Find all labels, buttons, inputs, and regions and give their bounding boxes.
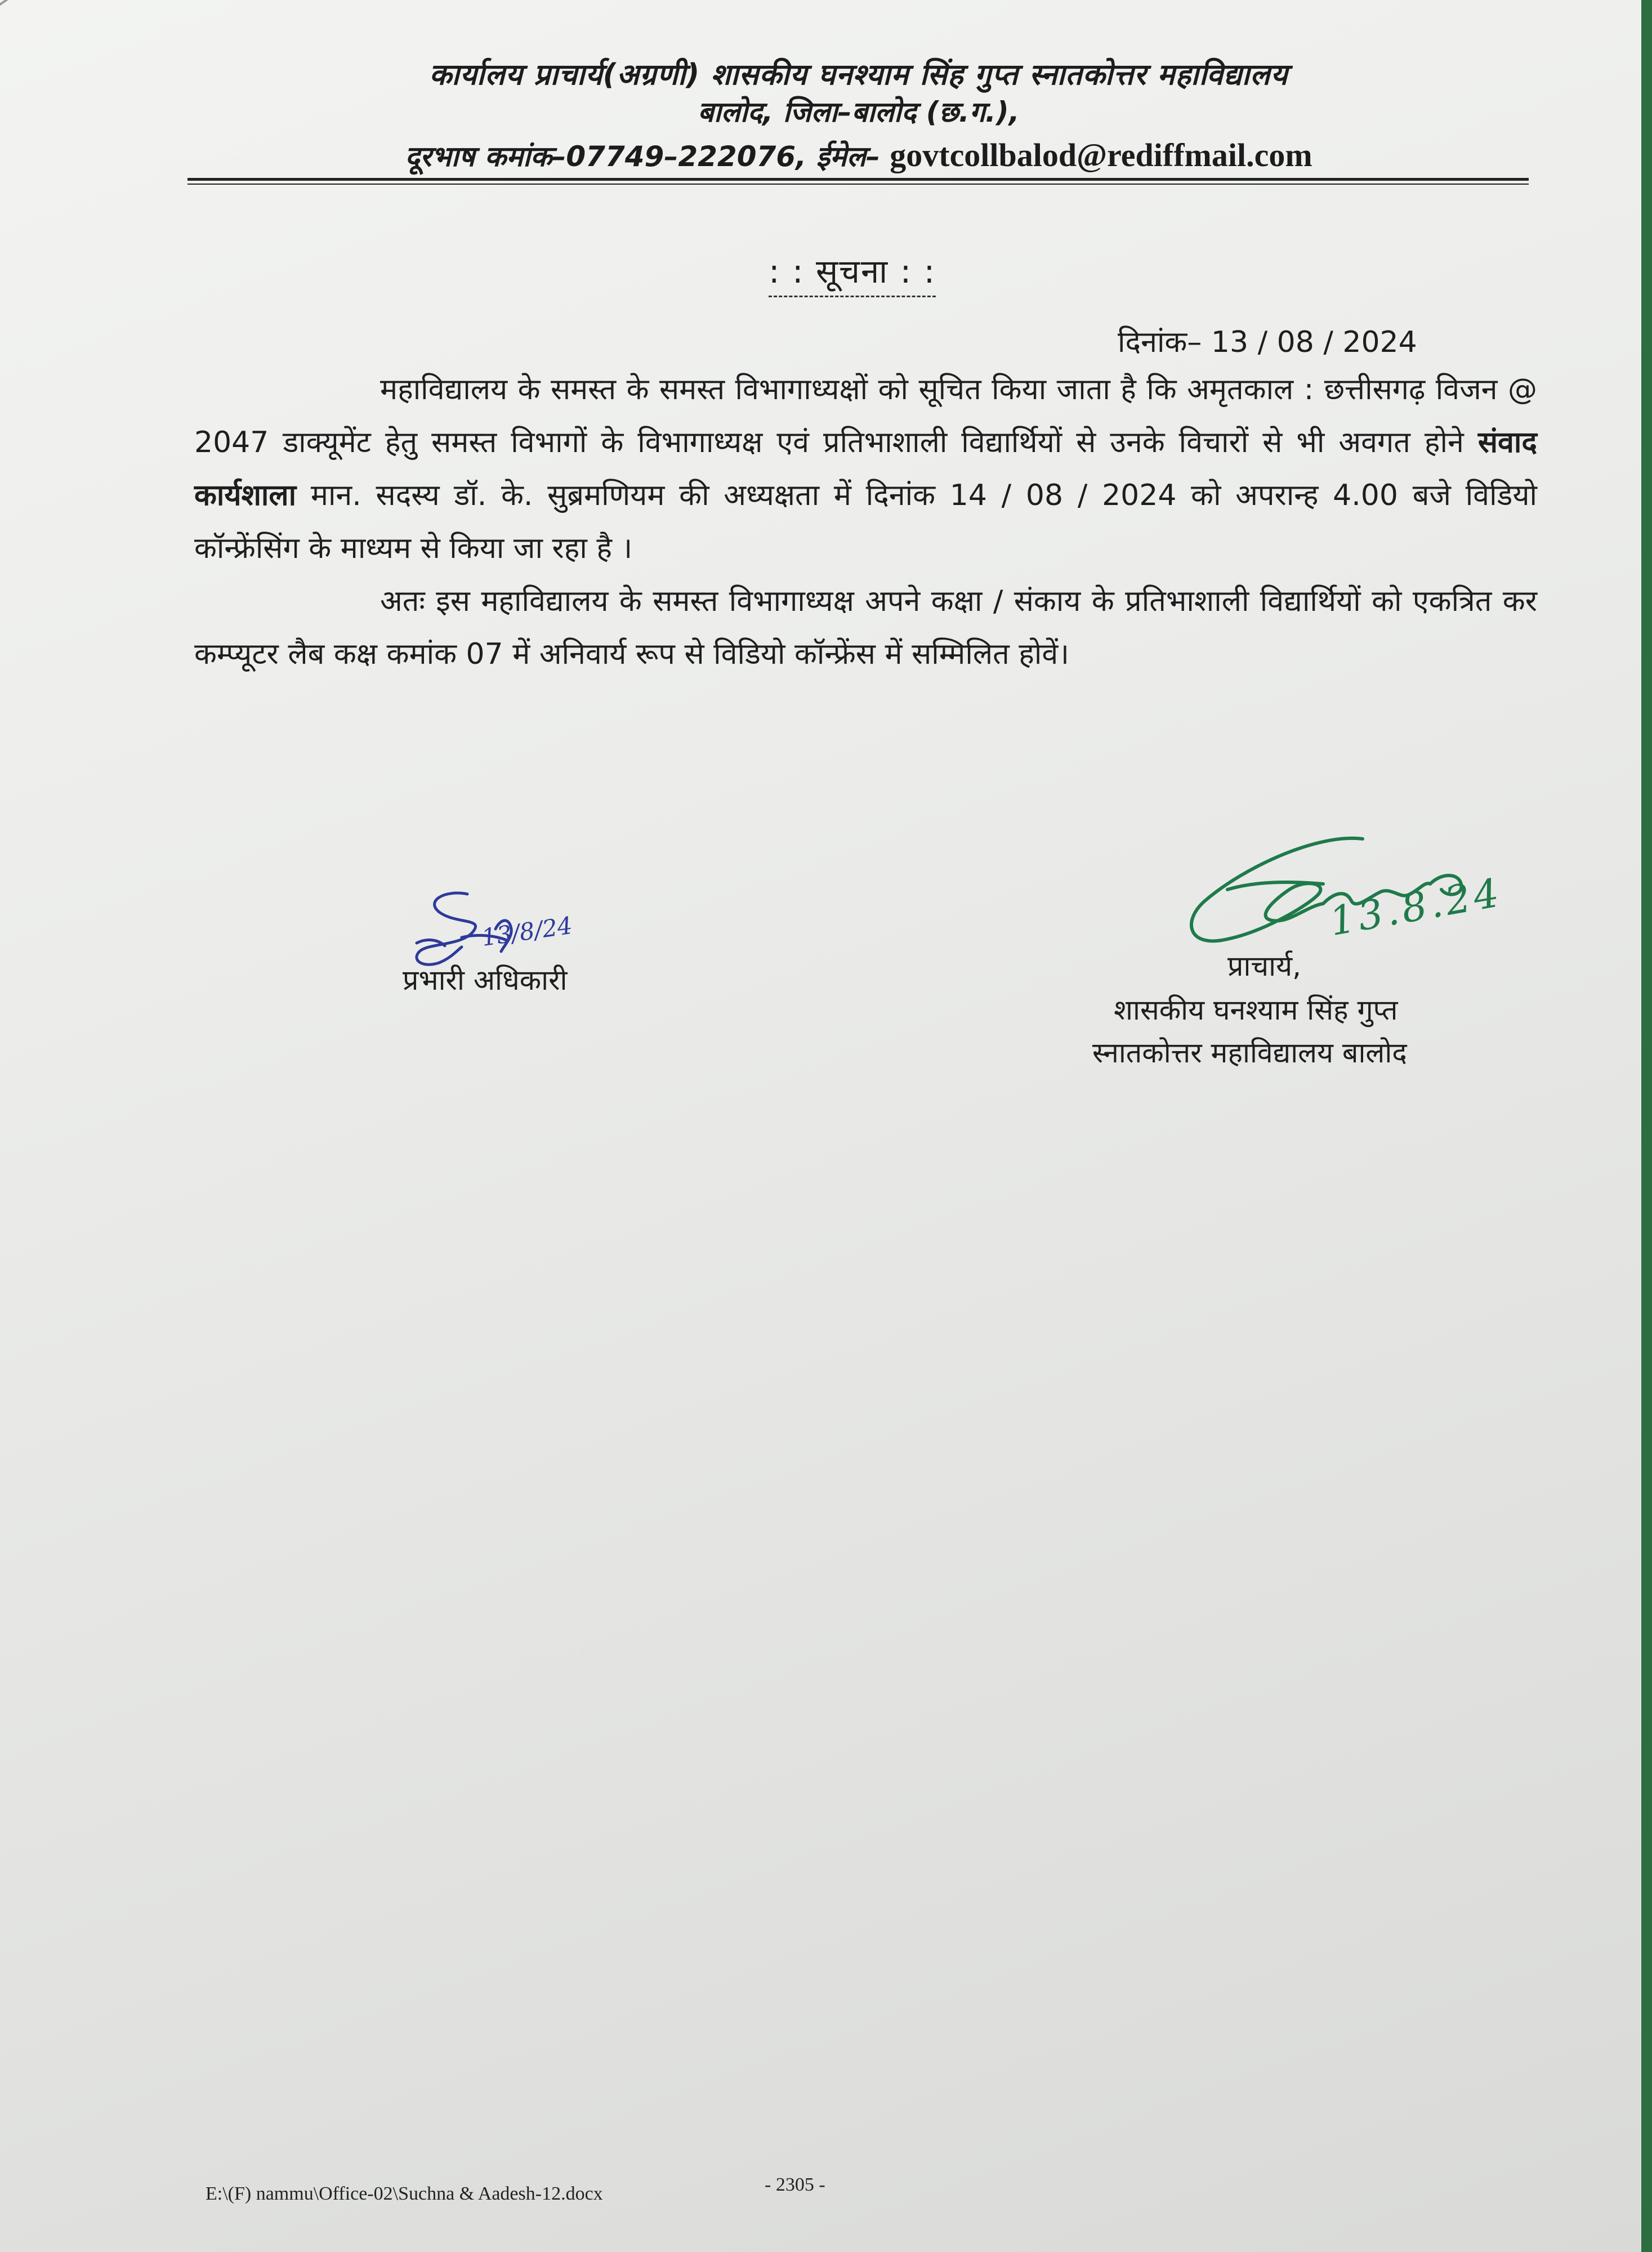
letterhead-contact-line bbox=[186, 135, 1532, 177]
para1-text-end: मान. सदस्य डॉ. के. सुब्रमणियम की अध्यक्षता में दिनांक 14 / 08 / 2024 को अपरान्ह 4.00 बजे विडियो कॉन्फ्रेंसिंग के माध्यम से किया जा रहा है । bbox=[194, 479, 1537, 565]
notice-body bbox=[194, 363, 1537, 681]
right-signatory-institution-line1: शासकीय घनश्याम सिंह गुप्त bbox=[1114, 994, 1398, 1026]
notice-title: : : सूचना : : bbox=[769, 248, 936, 297]
right-signatory-title: प्राचार्य, bbox=[1227, 950, 1301, 982]
letterhead-office-line: कार्यालय प्राचार्य(अग्रणी) शासकीय घनश्याम सिंह गुप्त स्नातकोत्तर महाविद्यालय bbox=[429, 58, 1288, 92]
right-signatory-institution-line2: स्नातकोत्तर महाविद्यालय बालोद bbox=[1092, 1036, 1407, 1069]
notice-paragraph-2: अतः इस महाविद्यालय के समस्त विभागाध्यक्ष अपने कक्षा / संकाय के प्रतिभाशाली विद्यार्थियों को एकत्रित कर कम्प्यूटर लैब कक्ष कमांक 07 में अनिवार्य रूप से विडियो कॉन्फ्रेंस में सम्मिलित होवें। bbox=[194, 584, 1537, 671]
letterhead-address-line: बालोद, जिला–बालोद (छ.ग.), bbox=[698, 96, 1020, 128]
letterhead-phone: दूरभाष कमांक–07749–222076, ईमेल– bbox=[405, 140, 880, 173]
letterhead bbox=[186, 56, 1532, 177]
notice-date: दिनांक– 13 / 08 / 2024 bbox=[1118, 325, 1417, 359]
header-rule-thick bbox=[187, 178, 1529, 181]
left-signatory-title: प्रभारी अधिकारी bbox=[403, 964, 568, 997]
para1-text-start: महाविद्यालय के समस्त के समस्त विभागाध्यक्षों को सूचित किया जाता है कि अमृतकाल : छत्तीसगढ़ विजन @ 2047 डाक्यूमेंट हेतु समस्त विभागों के विभागाध्यक्ष एवं प्रतिभाशाली विद्यार्थियों से उनके विचारों से भी अवगत होने bbox=[194, 373, 1537, 459]
corner-mark bbox=[0, 0, 44, 14]
letterhead-email: govtcollbalod@rediffmail.com bbox=[890, 137, 1312, 173]
footer-file-path: E:\(F) nammu\Office-02\Suchna & Aadesh-12.docx bbox=[206, 2183, 603, 2204]
footer-page-number: - 2305 - bbox=[765, 2174, 825, 2195]
right-signature-date: 13.8.24 bbox=[1326, 869, 1506, 945]
para1-bold-phrase: संवाद कार्यशाला bbox=[194, 426, 1537, 512]
left-signature-date: 13/8/24 bbox=[480, 911, 574, 952]
header-rule-thin bbox=[187, 184, 1529, 185]
notice-paragraph-1 bbox=[194, 363, 1537, 575]
